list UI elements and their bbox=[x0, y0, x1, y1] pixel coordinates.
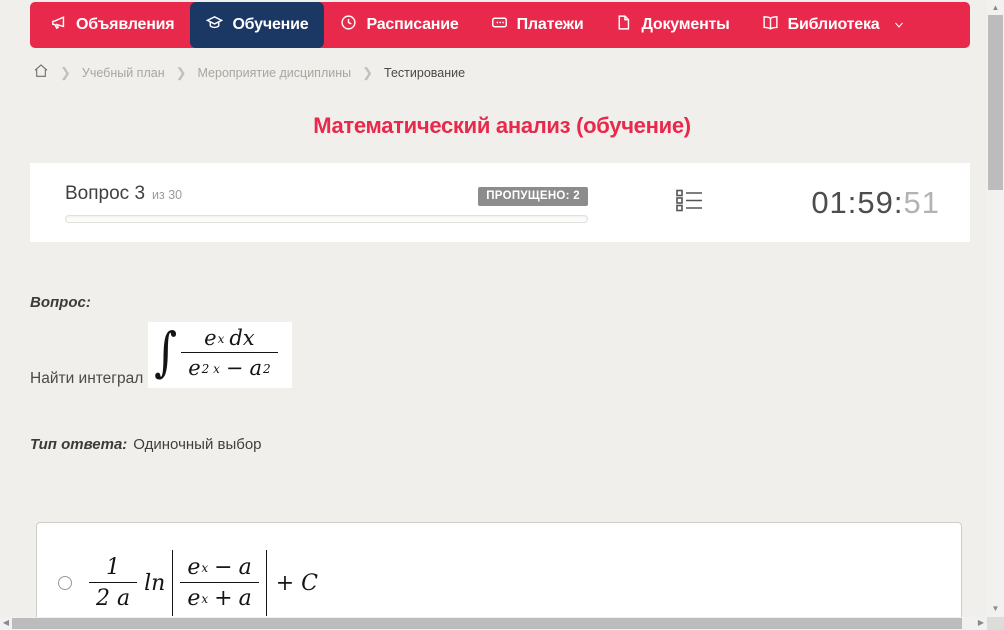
abs-num-op: − bbox=[214, 555, 233, 580]
timer-hours-minutes: 01:59: bbox=[811, 184, 904, 220]
abs-den-base: e bbox=[187, 586, 201, 611]
nav-item-schedule[interactable] bbox=[324, 2, 474, 48]
page-title: Математический анализ (обучение) bbox=[313, 113, 691, 138]
nav-item-payments[interactable] bbox=[475, 2, 600, 48]
den-sup2: 2 bbox=[262, 362, 271, 376]
breadcrumb bbox=[33, 63, 465, 82]
question-prompt-label: Вопрос: bbox=[30, 294, 91, 311]
den-base: e bbox=[188, 356, 201, 380]
main-navbar bbox=[30, 2, 970, 48]
nav-item-announcements[interactable] bbox=[34, 2, 190, 48]
breadcrumb-testing: Тестирование bbox=[384, 65, 466, 80]
vertical-scrollbar-thumb[interactable] bbox=[988, 15, 1003, 190]
question-list-button[interactable] bbox=[676, 189, 703, 217]
abs-den-op: + bbox=[214, 586, 233, 611]
den-sup: 2 x bbox=[201, 362, 220, 376]
question-progress-block bbox=[65, 183, 588, 223]
question-fraction bbox=[181, 326, 277, 380]
den-base2: a bbox=[249, 356, 262, 380]
progress-bar bbox=[65, 215, 588, 223]
horizontal-scrollbar-thumb[interactable] bbox=[12, 618, 962, 629]
skipped-badge: ПРОПУЩЕНО: 2 bbox=[478, 187, 588, 206]
breadcrumb-study-plan[interactable]: Учебный план bbox=[81, 65, 165, 80]
scroll-right-arrow[interactable]: ▶ bbox=[977, 618, 985, 627]
coef-num: 1 bbox=[106, 555, 121, 580]
question-formula-image bbox=[148, 322, 291, 388]
question-header-card bbox=[30, 163, 970, 242]
question-text: Найти интеграл bbox=[30, 370, 144, 387]
abs-den-var: a bbox=[238, 586, 252, 611]
nav-item-label: Обучение bbox=[232, 16, 309, 33]
nav-item-label: Платежи bbox=[516, 16, 584, 33]
minus-sign: − bbox=[225, 356, 244, 380]
breadcrumb-separator-icon: ❯ bbox=[175, 64, 187, 80]
megaphone-icon bbox=[50, 14, 67, 36]
inner-fraction bbox=[180, 555, 258, 611]
ln-function: ln bbox=[144, 570, 166, 596]
nav-item-label: Документы bbox=[641, 16, 730, 33]
coefficient-fraction bbox=[89, 555, 137, 611]
question-number: Вопрос 3 bbox=[65, 182, 146, 204]
payment-card-icon bbox=[491, 14, 508, 36]
num-base: e bbox=[204, 326, 217, 350]
plus-c-term: + C bbox=[275, 570, 318, 596]
abs-num-var: a bbox=[238, 555, 252, 580]
answer-type-label: Тип ответа: bbox=[30, 436, 128, 453]
nav-item-label: Библиотека bbox=[787, 16, 880, 33]
question-list-icon bbox=[676, 189, 703, 217]
home-icon[interactable] bbox=[33, 63, 49, 82]
nav-item-documents[interactable] bbox=[599, 2, 745, 48]
breadcrumb-separator-icon: ❯ bbox=[60, 64, 71, 80]
timer bbox=[811, 185, 940, 221]
breadcrumb-separator-icon: ❯ bbox=[362, 64, 374, 80]
answer-option[interactable] bbox=[36, 522, 962, 630]
nav-item-label: Объявления bbox=[76, 16, 175, 33]
nav-item-label: Расписание bbox=[366, 16, 459, 33]
num-sup: x bbox=[217, 332, 225, 346]
answer-radio[interactable] bbox=[58, 576, 72, 590]
book-icon bbox=[762, 14, 779, 36]
timer-seconds: 51 bbox=[903, 184, 940, 220]
graduation-cap-icon bbox=[206, 14, 223, 36]
breadcrumb-discipline-event[interactable]: Мероприятие дисциплины bbox=[197, 65, 352, 80]
num-dx: dx bbox=[229, 326, 255, 350]
abs-den-sup: x bbox=[201, 592, 209, 606]
abs-num-sup: x bbox=[201, 561, 209, 575]
document-icon bbox=[615, 14, 632, 36]
integral-sign: ∫ bbox=[154, 322, 178, 384]
answer-type-value: Одиночный выбор bbox=[133, 436, 262, 453]
scroll-left-arrow[interactable]: ◀ bbox=[2, 618, 10, 627]
nav-item-learning[interactable] bbox=[190, 2, 324, 48]
clock-icon bbox=[340, 14, 357, 36]
coef-den: 2 a bbox=[96, 586, 131, 611]
scrollbar-corner bbox=[987, 617, 1004, 630]
scroll-down-arrow[interactable]: ▼ bbox=[991, 604, 1000, 613]
nav-item-library[interactable] bbox=[746, 2, 921, 48]
answer-formula bbox=[89, 550, 318, 616]
horizontal-scrollbar[interactable] bbox=[0, 617, 987, 630]
vertical-scrollbar[interactable] bbox=[987, 0, 1004, 617]
abs-num-base: e bbox=[187, 555, 201, 580]
scroll-up-arrow[interactable]: ▲ bbox=[991, 3, 1000, 12]
chevron-down-icon bbox=[893, 19, 905, 31]
absolute-value-bars bbox=[172, 550, 266, 616]
question-body bbox=[30, 242, 974, 630]
question-total: из 30 bbox=[152, 187, 183, 202]
